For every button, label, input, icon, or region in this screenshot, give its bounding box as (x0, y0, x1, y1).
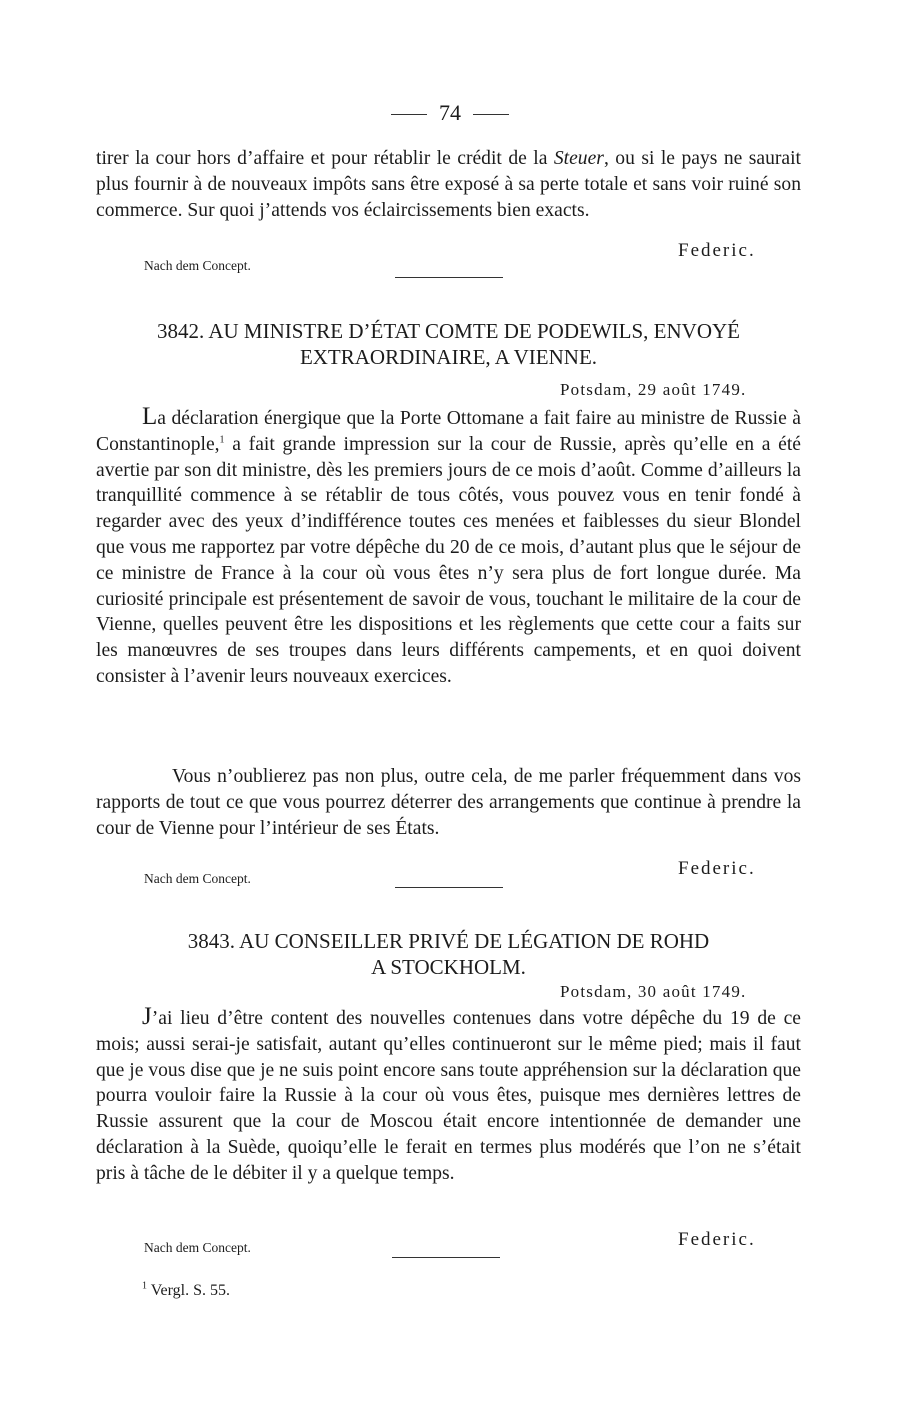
continuation-text-after: , ou si le pays ne saurait plus fournir à de nouveaux impôts sans être exposé à sa perte totale et sans voir ruiné son commerce. Sur quoi j’attends vos éclaircissements bien exacts. (96, 148, 801, 221)
letter-3842-addressee: AU MINISTRE D’ÉTAT COMTE DE PODEWILS, ENVOYÉ (208, 319, 740, 343)
source-note-top: Nach dem Concept. (144, 258, 251, 273)
footnote (142, 1282, 230, 1300)
source-note-3842: Nach dem Concept. (144, 871, 251, 886)
letter-3843-text: ’ai lieu d’être content des nouvelles contenues dans votre dépêche du 19 de ce mois; aussi serai-je satisfait, autant qu’elles continueront sur le même pied; mais il faut que je vous dise que je ne suis point encore sans toute appréhension sur la déclaration que pourra vouloir faire la Russie à la cour où vous êtes, puisque mes dernières lettres de Russie assurent que la cour de Moscou était encore intentionnée de demander une déclaration à la Suède, quoiqu’elle le ferait en termes plus modérés que l’on ne s’était pris à tâche de le débiter il y a quelque temps. (96, 1008, 801, 1184)
footnote-text: Vergl. S. 55. (150, 1282, 230, 1299)
page-number-dash-left (391, 114, 427, 115)
letter-3842-heading-line1 (96, 318, 801, 344)
letter-3842-heading (96, 318, 801, 370)
page-number: 74 (439, 100, 461, 125)
letter-3842-text-part2: a fait grande impression sur la cour de Russie, après qu’elle en a été avertie par son dit ministre, dès les premiers jours de ce mois d’août. Comme d’ailleurs la tranquillité commence à se rétablir de tous côtés, vous pouvez vous en tenir fondé à regarder avec des yeux d’indifférence toutes ces menées et faiblesses du sieur Blondel que vous me rapportez par votre dépêche du 20 de ce mois, d’autant plus que le séjour de ce ministre de France à la cour où vous êtes n’y sera plus de fort longue durée. Ma curiosité principale est présentement de savoir de vous, touchant le militaire de la cour de Vienne, quelles peuvent être les dispositions et les règlements que cette cour a faits sur les manœuvres de ses troupes dans leurs différents campements, et en quoi doivent consister à l’avenir leurs nouveaux exercices. (96, 433, 801, 687)
letter-3842-heading-line2: EXTRAORDINAIRE, A VIENNE. (299, 345, 598, 369)
signature-3843: Federic. (678, 1229, 756, 1250)
footnote-reference: 1 (219, 434, 225, 446)
footnote-mark: 1 (142, 1280, 147, 1292)
separator-rule-3 (392, 1257, 500, 1258)
separator-rule-1 (395, 277, 503, 278)
page-number-dash-right (473, 114, 509, 115)
signature-3842: Federic. (678, 858, 756, 879)
source-note-3843: Nach dem Concept. (144, 1240, 251, 1255)
letter-3843-paragraph-1 (96, 1004, 801, 1187)
letter-3842-paragraph-1 (96, 404, 801, 690)
letter-3842-initial: L (142, 403, 158, 430)
continuation-paragraph (96, 146, 801, 223)
signature-top: Federic. (678, 240, 756, 261)
letter-3843-initial: J (142, 1003, 152, 1030)
letter-3842-paragraph-2 (96, 764, 801, 841)
letter-3842-date: Potsdam, 29 août 1749. (560, 380, 747, 399)
letter-3843-number: 3843. (187, 929, 235, 953)
letter-3843-heading-line2: A STOCKHOLM. (371, 955, 526, 979)
letter-3842-text-p2: Vous n’oublierez pas non plus, outre cela, de me parler fréquemment dans vos rapports de tout ce que vous pourrez déterrer des arrangements que continue à prendre la cour de Vienne pour l’intérieur de ses États. (96, 766, 801, 839)
letter-3842-number: 3842. (157, 319, 205, 343)
letter-3843-heading (96, 928, 801, 980)
letter-3843-addressee: AU CONSEILLER PRIVÉ DE LÉGATION DE ROHD (239, 929, 710, 953)
letter-3843-heading-line1 (96, 928, 801, 954)
letter-3842-text-part1: a déclaration énergique que la Porte Ottomane a fait faire au ministre de Russie à Constantinople, (96, 408, 801, 455)
continuation-text-before: tirer la cour hors d’affaire et pour rétablir le crédit de la (96, 148, 554, 169)
continuation-italic-word: Steuer (553, 148, 604, 169)
letter-3843-date: Potsdam, 30 août 1749. (560, 982, 747, 1001)
separator-rule-2 (395, 887, 503, 888)
page-number-row (0, 100, 900, 126)
